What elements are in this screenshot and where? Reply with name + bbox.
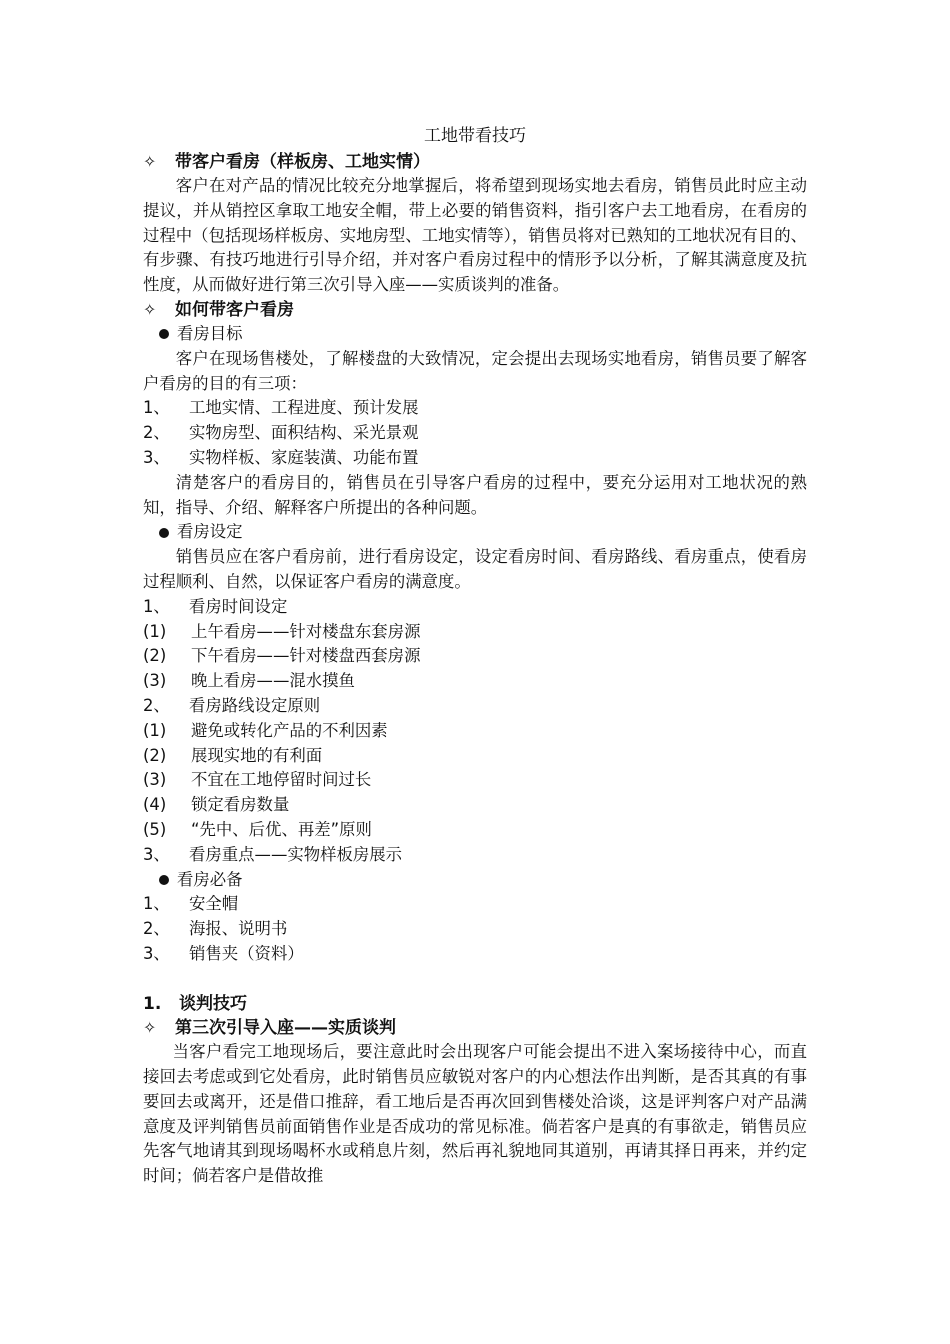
- list-number: 1、: [143, 596, 170, 616]
- list-number: 3、: [143, 943, 170, 963]
- list-text: 上午看房——针对楼盘东套房源: [191, 621, 421, 641]
- section-heading-how-to: [143, 298, 807, 322]
- list-number: 1、: [143, 894, 170, 914]
- list-item: [143, 421, 807, 446]
- section-heading-text: 谈判技巧: [179, 993, 247, 1014]
- list-text: 看房路线设定原则: [189, 695, 321, 715]
- filled-circle-icon: [159, 329, 169, 339]
- list-number: 1、: [143, 398, 170, 418]
- four-point-star-icon: ✧: [143, 299, 157, 319]
- list-text: 安全帽: [189, 894, 239, 914]
- list-text: 看房重点——实物样板房展示: [189, 844, 403, 864]
- section-heading-text: 带客户看房（样板房、工地实情）: [175, 152, 430, 172]
- section-number: 1.: [143, 993, 162, 1014]
- paragraph-goal-intro: 客户在现场售楼处，了解楼盘的大致情况，定会提出去现场实地看房，销售员要了解客户看房的目的有三项：: [143, 348, 807, 393]
- sub-list-item: [143, 793, 807, 818]
- document-title: 工地带看技巧: [424, 126, 526, 146]
- list-number: (1): [143, 720, 167, 740]
- list-text: 晚上看房——混水摸鱼: [191, 671, 355, 691]
- sub-list-item: [143, 818, 807, 843]
- list-item: [143, 942, 807, 967]
- list-text: 不宜在工地停留时间过长: [191, 770, 372, 790]
- list-number: (5): [143, 819, 167, 839]
- list-number: (2): [143, 745, 167, 765]
- list-item: [143, 446, 807, 471]
- list-item: [143, 396, 807, 421]
- list-item: [143, 595, 807, 620]
- list-item: [143, 843, 807, 868]
- blank-line: [143, 967, 807, 992]
- filled-circle-icon: [159, 528, 169, 538]
- list-number: 3、: [143, 844, 170, 864]
- four-point-star-icon: ✧: [143, 1018, 157, 1038]
- list-number: (2): [143, 646, 167, 666]
- bullet-essentials: [143, 868, 807, 893]
- paragraph-setting-intro: 销售员应在客户看房前，进行看房设定，设定看房时间、看房路线、看房重点，使看房过程顺利、自然，以保证客户看房的满意度。: [143, 547, 807, 591]
- list-number: (4): [143, 795, 167, 815]
- list-item: [143, 917, 807, 942]
- list-text: 海报、说明书: [189, 919, 288, 939]
- list-text: 实物样板、家庭装潢、功能布置: [189, 447, 419, 467]
- list-text: 看房时间设定: [189, 596, 288, 616]
- list-number: 2、: [143, 695, 170, 715]
- list-text: 实物房型、面积结构、采光景观: [189, 423, 419, 443]
- bullet-goal: [143, 322, 807, 347]
- paragraph-negotiation: 当客户看完工地现场后，要注意此时会出现客户可能会提出不进入案场接待中心，而直接回去考虑或到它处看房，此时销售员应敏锐对客户的内心想法作出判断，是否其真的有事要回去或离开，还是借口推辞，看工地后是否再次回到售楼处洽谈，这是评判客户对产品满意度及评判销售员前面销售作业是否成功的常见标准。倘若客户是真的有事欲走，销售员应先客气地请其到现场喝杯水或稍息片刻，然后再礼貌地同其道别，再请其择日再来，并约定时间；倘若客户是借故推: [143, 1042, 807, 1186]
- list-item: [143, 694, 807, 719]
- sub-list-item: [143, 669, 807, 694]
- sub-list-item: [143, 744, 807, 769]
- sub-list-item: [143, 644, 807, 669]
- document-body: [143, 124, 807, 1189]
- list-text: 锁定看房数量: [191, 795, 290, 815]
- section-heading-show-house: [143, 150, 807, 174]
- list-number: 3、: [143, 447, 170, 467]
- list-item: [143, 892, 807, 917]
- list-text: 下午看房——针对楼盘西套房源: [191, 646, 421, 666]
- list-number: 2、: [143, 423, 170, 443]
- section-heading-text: 第三次引导入座——实质谈判: [175, 1018, 396, 1039]
- list-text: 展现实地的有利面: [191, 745, 323, 765]
- bullet-setting: [143, 520, 807, 545]
- bullet-label: 看房必备: [177, 869, 243, 889]
- sub-list-item: [143, 719, 807, 744]
- list-number: (1): [143, 621, 167, 641]
- section-heading-negotiation: [143, 992, 807, 1017]
- paragraph-goal-outro: 清楚客户的看房目的，销售员在引导客户看房的过程中，要充分运用对工地状况的熟知，指导、介绍、解释客户所提出的各种问题。: [143, 472, 807, 517]
- list-text: “先中、后优、再差”原则: [191, 819, 372, 839]
- list-number: 2、: [143, 919, 170, 939]
- sub-list-item: [143, 620, 807, 645]
- paragraph-intro: 客户在对产品的情况比较充分地掌握后，将希望到现场实地去看房，销售员此时应主动提议，并从销控区拿取工地安全帽，带上必要的销售资料，指引客户去工地看房，在看房的过程中（包括现场样板房、实地房型、工地实情等），销售员将对已熟知的工地状况有目的、有步骤、有技巧地进行引导介绍，并对客户看房过程中的情形予以分析，了解其满意度及抗性度，从而做好进行第三次引导入座——实质谈判的准备。: [143, 176, 807, 295]
- list-number: (3): [143, 671, 167, 691]
- bullet-label: 看房设定: [177, 522, 243, 542]
- list-text: 避免或转化产品的不利因素: [191, 720, 388, 740]
- sub-list-item: [143, 768, 807, 793]
- list-number: (3): [143, 770, 167, 790]
- bullet-label: 看房目标: [177, 323, 243, 343]
- section-heading-text: 如何带客户看房: [175, 299, 294, 320]
- list-text: 销售夹（资料）: [189, 943, 304, 963]
- four-point-star-icon: ✧: [143, 152, 157, 171]
- filled-circle-icon: [159, 875, 169, 885]
- section-heading-third-seating: [143, 1016, 807, 1040]
- list-text: 工地实情、工程进度、预计发展: [189, 398, 419, 418]
